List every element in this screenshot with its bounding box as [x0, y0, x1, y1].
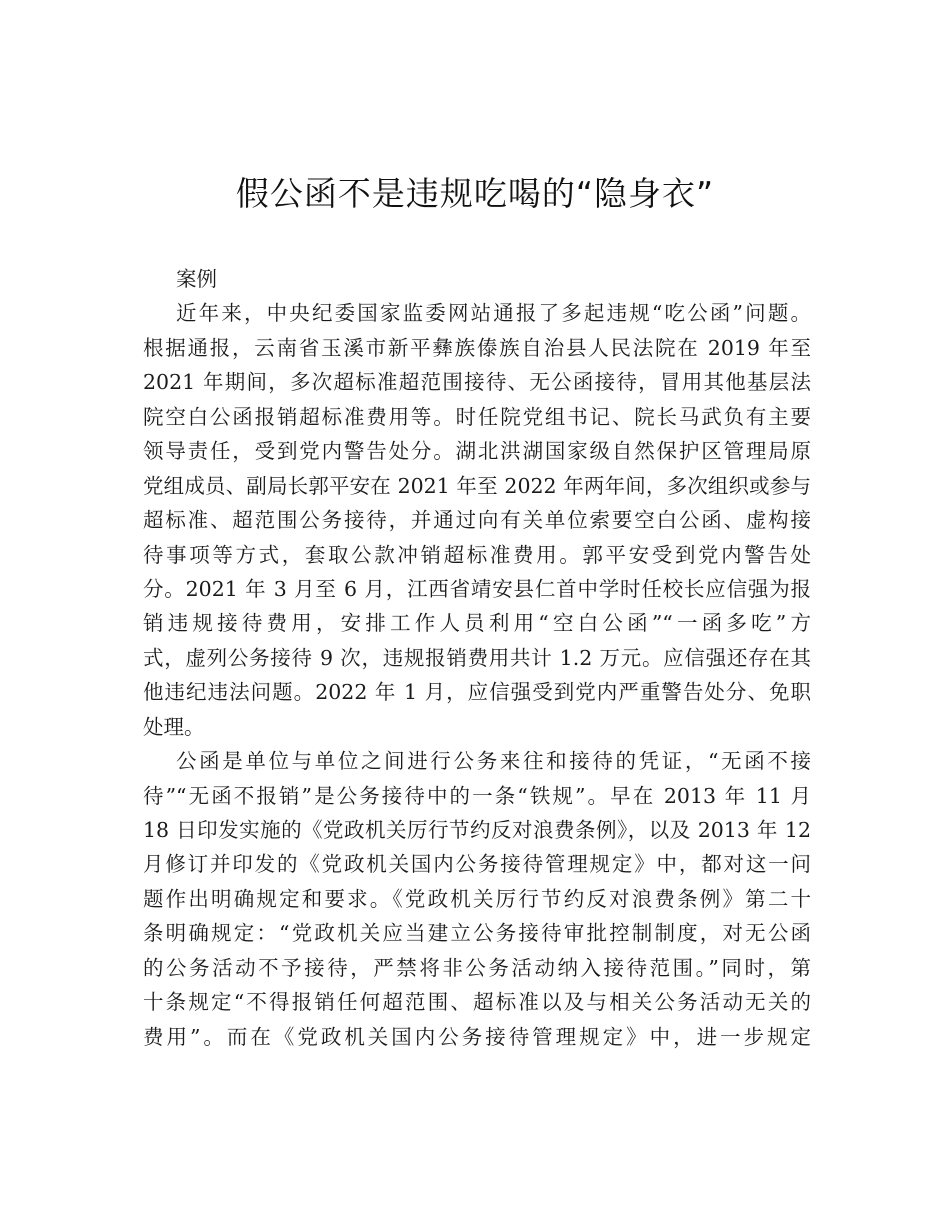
paragraph-line: 题作出明确规定和要求。《党政机关厉行节约反对浪费条例》第二十 [143, 886, 811, 911]
paragraph-line: 2021 年期间，多次超标准超范围接待、无公函接待，冒用其他基层法 [143, 370, 811, 395]
paragraph-line: 月修订并印发的《党政机关国内公务接待管理规定》中，都对这一问 [143, 852, 811, 877]
document-body [143, 262, 811, 1054]
paragraph-regulations [143, 744, 811, 1054]
paragraph-line: 公函是单位与单位之间进行公务来往和接待的凭证，“无函不接 [176, 749, 811, 774]
paragraph-line: 十条规定“不得报销任何超范围、超标准以及与相关公务活动无关的 [143, 990, 811, 1015]
paragraph-case-summary [143, 296, 811, 744]
paragraph-line: 条明确规定：“党政机关应当建立公务接待审批控制制度，对无公函 [143, 921, 811, 946]
paragraph-line: 近年来，中央纪委国家监委网站通报了多起违规“吃公函”问题。 [176, 301, 811, 326]
paragraph-line: 处理。 [143, 714, 205, 739]
paragraph-line: 18 日印发实施的《党政机关厉行节约反对浪费条例》，以及 2013 年 12 [143, 818, 811, 842]
paragraph-line: 根据通报，云南省玉溪市新平彝族傣族自治县人民法院在 2019 年至 [143, 335, 811, 360]
paragraph-line: 式，虚列公务接待 9 次，违规报销费用共计 1.2 万元。应信强还存在其 [143, 645, 811, 670]
paragraph-line: 他违纪违法问题。2022 年 1 月，应信强受到党内严重警告处分、免职 [143, 680, 811, 705]
paragraph-line: 党组成员、副局长郭平安在 2021 年至 2022 年两年间，多次组织或参与 [143, 473, 811, 498]
paragraph-line: 待事项等方式，套取公款冲销超标准费用。郭平安受到党内警告处 [143, 542, 811, 567]
section-heading: 案例 [176, 267, 217, 291]
document-title: 假公函不是违规吃喝的“隐身衣” [235, 174, 715, 214]
paragraph-line: 销违规接待费用，安排工作人员利用“空白公函”“一函多吃”方 [143, 611, 811, 636]
paragraph-line: 院空白公函报销超标准费用等。时任院党组书记、院长马武负有主要 [143, 404, 811, 429]
paragraph-line: 领导责任，受到党内警告处分。湖北洪湖国家级自然保护区管理局原 [143, 439, 811, 464]
paragraph-line: 超标准、超范围公务接待，并通过向有关单位索要空白公函、虚构接 [143, 508, 811, 533]
paragraph-line: 待”“无函不报销”是公务接待中的一条“铁规”。早在 2013 年 11 月 [143, 783, 811, 808]
paragraph-line: 的公务活动不予接待，严禁将非公务活动纳入接待范围。”同时，第 [143, 955, 811, 980]
paragraph-line: 费用”。而在《党政机关国内公务接待管理规定》中，进一步规定 [143, 1024, 811, 1049]
paragraph-line: 分。2021 年 3 月至 6 月，江西省靖安县仁首中学时任校长应信强为报 [143, 576, 811, 601]
